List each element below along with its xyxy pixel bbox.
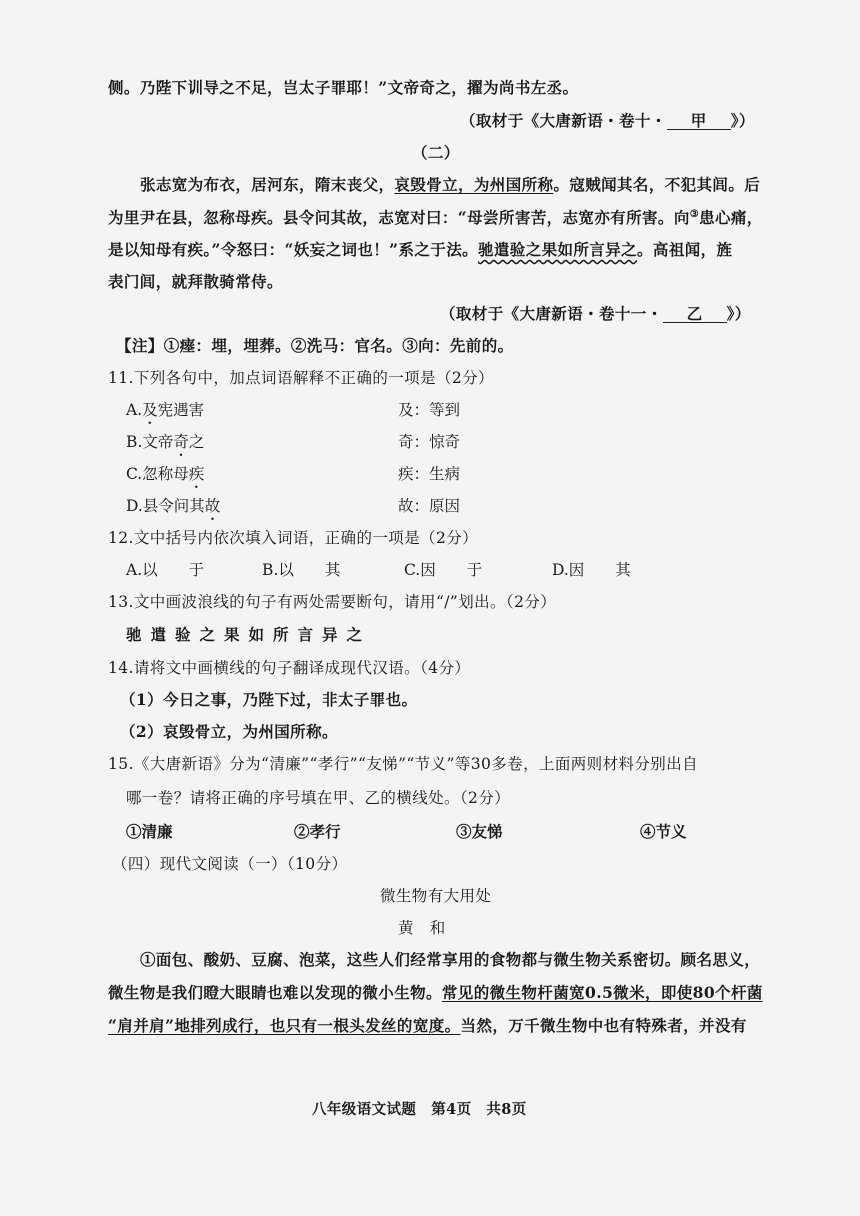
- q11-expl-d: 故：原因: [398, 497, 461, 515]
- q11-expl-a: 及：等到: [398, 401, 461, 419]
- q14-sentence-1: （1）今日之事，乃陛下过，非太子罪也。: [120, 690, 418, 709]
- underlined-article-sentence-b: “肩并肩”地排列成行，也只有一根头发丝的宽度。: [108, 1016, 461, 1035]
- q15-option-4: ④节义: [640, 822, 687, 841]
- page-footer: 八年级语文试题 第4页 共8页: [312, 1101, 527, 1118]
- passage2-line-2: 为里尹在县，忽称母疾。县令问其故，志宽对曰：“母尝所害苦，志宽亦有所害。向③患心痛，: [108, 208, 763, 227]
- q12-option-a: A.以 于: [126, 561, 205, 579]
- q15-option-3: ③友悌: [456, 822, 503, 841]
- q12-option-c: C.因 于: [404, 561, 483, 579]
- notes: 【注】①瘗：埋，埋葬。②洗马：官名。③向：先前的。: [116, 336, 514, 355]
- q11-option-a: A.及宪遇害: [126, 401, 205, 419]
- q14-stem: 14.请将文中画横线的句子翻译成现代汉语。（4分）: [108, 659, 471, 677]
- q11-option-d: D.县令问其故: [126, 497, 221, 515]
- passage1-source: （取材于《大唐新语・卷十・ 甲 》）: [460, 111, 755, 130]
- passage1-last-line: 侧。乃陛下训导之不足，岂太子罪耶！”文帝奇之，擢为尚书左丞。: [108, 78, 579, 97]
- passage2-source: （取材于《大唐新语・卷十一・ 乙 》）: [440, 304, 751, 323]
- footnote-mark: ③: [689, 208, 700, 220]
- q14-sentence-2: （2）哀毁骨立，为州国所称。: [120, 722, 338, 741]
- q12-option-b: B.以 其: [262, 561, 341, 579]
- article-p1-line-1: ①面包、酸奶、豆腐、泡菜，这些人们经常享用的食物都与微生物关系密切。顾名思义，: [140, 950, 761, 969]
- passage2-line-4: 表门闾，就拜散骑常侍。: [108, 272, 283, 291]
- wavy-sentence: 驰遣验之果如所言异之: [478, 240, 638, 259]
- passage2-line-3: 是以知母有疾。”令怒曰：“妖妄之词也！”系之于法。驰遣验之果如所言异之。高祖闻，旌: [108, 240, 733, 259]
- q15-option-1: ①清廉: [126, 822, 173, 841]
- source-blank-jia: 甲: [667, 113, 731, 130]
- source-blank-yi: 乙: [663, 306, 727, 323]
- q11-expl-b: 奇：惊奇: [398, 433, 461, 451]
- q12-stem: 12.文中括号内依次填入词语，正确的一项是（2分）: [108, 529, 479, 547]
- underlined-article-sentence-a: 常见的微生物杆菌宽0.5微米，即使80个杆菌: [441, 983, 763, 1002]
- q13-stem: 13.文中画波浪线的句子有两处需要断句，请用“/”划出。（2分）: [108, 593, 557, 611]
- q15-stem-line-1: 15.《大唐新语》分为“清廉”“孝行”“友悌”“节义”等30多卷，上面两则材料分别出自: [108, 755, 698, 773]
- q11-expl-c: 疾：生病: [398, 465, 461, 483]
- q11-option-c: C.忽称母疾: [126, 465, 205, 483]
- underlined-sentence-2: 哀毁骨立，为州国所称: [394, 175, 554, 194]
- passage2-line-1: 张志宽为布衣，居河东，隋末丧父，哀毁骨立，为州国所称。寇贼闻其名，不犯其闾。后: [140, 175, 761, 194]
- q15-option-2: ②孝行: [294, 822, 341, 841]
- q15-stem-line-2: 哪一卷？请将正确的序号填在甲、乙的横线处。（2分）: [126, 789, 511, 807]
- q11-option-b: B.文帝奇之: [126, 433, 205, 451]
- article-p1-line-3: “肩并肩”地排列成行，也只有一根头发丝的宽度。当然，万千微生物中也有特殊者，并没有: [108, 1016, 747, 1035]
- article-title: 微生物有大用处: [380, 887, 492, 905]
- section4-heading: （四）现代文阅读（一）（10分）: [112, 855, 348, 873]
- passage2-heading: （二）: [412, 143, 460, 162]
- q11-stem: 11.下列各句中，加点词语解释不正确的一项是（2分）: [108, 369, 494, 387]
- article-author: 黄 和: [398, 919, 446, 937]
- q13-sentence: 驰遣验之果如所言异之: [126, 625, 372, 644]
- q12-option-d: D.因 其: [552, 561, 631, 579]
- article-p1-line-2: 微生物是我们瞪大眼睛也难以发现的微小生物。常见的微生物杆菌宽0.5微米，即使80个杆菌: [108, 983, 763, 1002]
